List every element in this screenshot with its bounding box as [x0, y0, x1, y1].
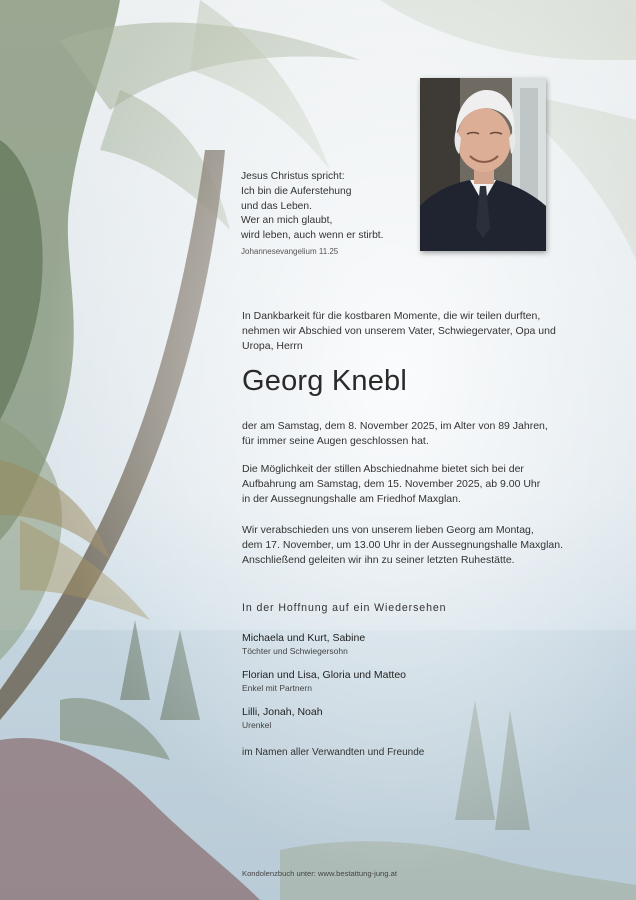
paragraph-line: der am Samstag, dem 8. November 2025, im Alter von 89 Jahren,	[242, 420, 548, 432]
hope-line: In der Hoffnung auf ein Wiedersehen	[242, 602, 447, 614]
condolence-book-link[interactable]: Kondolenzbuch unter: www.bestattung-jung.at	[242, 869, 397, 878]
intro-line: Uropa, Herrn	[242, 339, 303, 352]
mourner-group	[242, 668, 406, 694]
mourner-group	[242, 631, 365, 657]
mourner-names: Lilli, Jonah, Noah	[242, 706, 323, 718]
portrait-photo	[420, 78, 546, 251]
paragraph-line: in der Aussegnungshalle am Friedhof Maxglan.	[242, 492, 461, 505]
deceased-name: Georg Knebl	[242, 365, 408, 397]
intro-text	[242, 309, 602, 353]
viewing-paragraph	[242, 462, 612, 506]
mourner-relation: Urenkel	[242, 720, 272, 730]
death-notice-paragraph	[242, 419, 612, 449]
intro-line: In Dankbarkeit für die kostbaren Momente, die wir teilen durften,	[242, 310, 541, 322]
funeral-paragraph	[242, 523, 612, 567]
quote-line: wird leben, auch wenn er stirbt.	[241, 230, 384, 242]
quote-line: Wer an mich glaubt,	[241, 215, 333, 227]
quote-line: Ich bin die Auferstehung	[241, 185, 352, 197]
paragraph-line: Aufbahrung am Samstag, dem 15. November 2025, ab 9.00 Uhr	[242, 477, 541, 490]
quote-reference: Johannesevangelium 11.25	[241, 246, 339, 256]
mourner-names: Florian und Lisa, Gloria und Matteo	[242, 669, 407, 681]
mourner-group	[242, 705, 323, 731]
portrait-image	[420, 78, 546, 251]
intro-line: nehmen wir Abschied von unserem Vater, Schwiegervater, Opa und	[242, 324, 556, 337]
paragraph-line: Anschließend geleiten wir ihn zu seiner letzten Ruhestätte.	[242, 553, 515, 566]
mourner-relation: Töchter und Schwiegersohn	[242, 646, 348, 656]
paragraph-line: Die Möglichkeit der stillen Abschiednahme bietet sich bei der	[242, 463, 524, 475]
quote-line: und das Leben.	[241, 200, 312, 212]
quote-line: Jesus Christus spricht:	[241, 171, 345, 182]
paragraph-line: dem 17. November, um 13.00 Uhr in der Aussegnungshalle Maxglan.	[242, 538, 564, 551]
paragraph-line: Wir verabschieden uns von unserem lieben Georg am Montag,	[242, 524, 534, 536]
bible-quote	[241, 170, 416, 260]
paragraph-line: für immer seine Augen geschlossen hat.	[242, 434, 429, 447]
mourner-relation: Enkel mit Partnern	[242, 683, 312, 693]
mourner-names: Michaela und Kurt, Sabine	[242, 632, 366, 644]
all-relatives-line: im Namen aller Verwandten und Freunde	[242, 747, 425, 758]
